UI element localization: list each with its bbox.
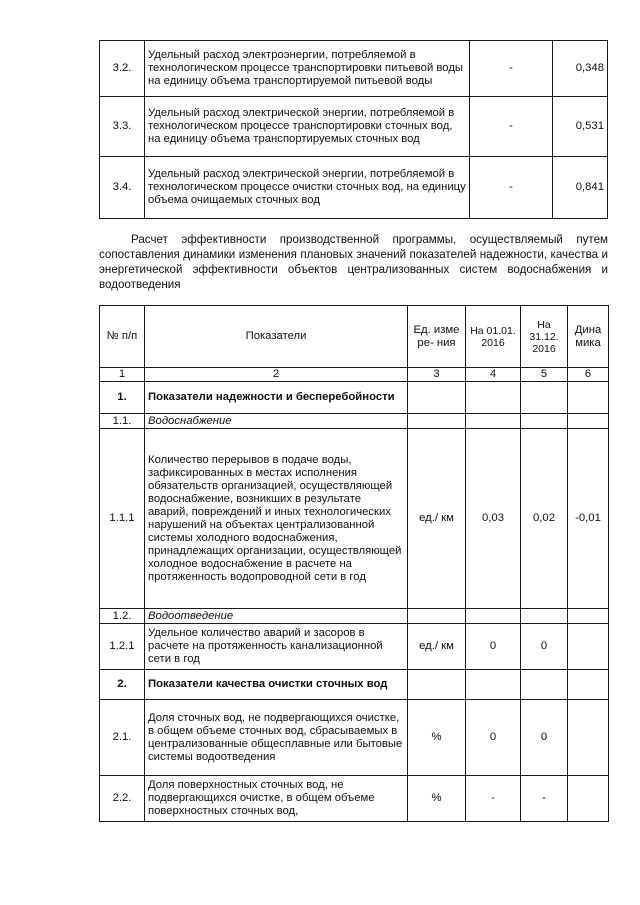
column-number: 4	[466, 368, 521, 382]
value-start	[466, 670, 521, 700]
dynamics-cell	[568, 414, 609, 429]
column-number: 1	[100, 368, 145, 382]
unit-cell: -	[470, 157, 553, 219]
unit-cell	[408, 670, 466, 700]
row-number: 3.3.	[100, 97, 145, 157]
value-start: 0	[466, 624, 521, 670]
row-number: 3.2.	[100, 41, 145, 97]
header-number: № п/п	[100, 306, 145, 368]
dynamics-cell	[568, 700, 609, 776]
table-row	[100, 776, 609, 822]
row-number: 1.2.1	[100, 624, 145, 670]
indicator-text: Количество перерывов в подаче воды, зафиксированных в местах исполнения обязательств организацией, осуществляющей водоснабжение, возникших в результате аварий, повреждений и иных технологических нарушений на объектах централизованной системы холодного водоснабжения, принадлежащих организации, осуществляющей холодное водоснабжение в расчете на протяженность водопроводной сети в год	[145, 429, 408, 609]
table-row	[100, 41, 608, 97]
value-start: 0,03	[466, 429, 521, 609]
row-number: 2.2.	[100, 776, 145, 822]
section-heading: Показатели качества очистки сточных вод	[145, 670, 408, 700]
table-row	[100, 97, 608, 157]
column-number: 5	[521, 368, 568, 382]
value-cell: 0,841	[553, 157, 608, 219]
value-cell: 0,348	[553, 41, 608, 97]
indicator-text: Удельный расход электрической энергии, потребляемой в технологическом процессе очистки сточных вод, на единицу объема очищаемых сточных вод	[145, 157, 470, 219]
value-start	[466, 382, 521, 414]
row-number: 1.	[100, 382, 145, 414]
value-cell: 0,531	[553, 97, 608, 157]
dynamics-cell	[568, 776, 609, 822]
indicator-text: Доля сточных вод, не подвергающихся очистке, в общем объеме сточных вод, сбрасываемых в централизованные общесплавные или бытовые системы водоотведения	[145, 700, 408, 776]
value-end	[521, 609, 568, 624]
column-number-row	[100, 368, 609, 382]
row-number: 1.1.1	[100, 429, 145, 609]
value-end	[521, 382, 568, 414]
unit-cell: -	[470, 97, 553, 157]
table-header-row	[100, 306, 609, 368]
unit-cell: ед./ км	[408, 624, 466, 670]
indicator-text: Удельный расход электроэнергии, потребляемой в технологическом процессе транспортировки питьевой воды на единицу объема транспортируемой питьевой воды	[145, 41, 470, 97]
row-number: 2.1.	[100, 700, 145, 776]
indicator-text: Удельный расход электрической энергии, потребляемой в технологическом процессе транспортировки сточных вод, на единицу объема транспортируемых сточных вод	[145, 97, 470, 157]
value-end: -	[521, 776, 568, 822]
unit-cell: ед./ км	[408, 429, 466, 609]
header-date-end: На 31.12. 2016	[521, 306, 568, 368]
table-row	[100, 429, 609, 609]
dynamics-cell	[568, 609, 609, 624]
header-unit: Ед. изме ре- ния	[408, 306, 466, 368]
dynamics-cell: -0,01	[568, 429, 609, 609]
column-number: 6	[568, 368, 609, 382]
indicators-table	[99, 305, 609, 822]
unit-cell	[408, 382, 466, 414]
unit-cell: -	[470, 41, 553, 97]
header-indicator: Показатели	[145, 306, 408, 368]
unit-cell	[408, 609, 466, 624]
unit-cell	[408, 414, 466, 429]
row-number: 3.4.	[100, 157, 145, 219]
value-end: 0,02	[521, 429, 568, 609]
section-heading: Показатели надежности и бесперебойности	[145, 382, 408, 414]
value-end: 0	[521, 624, 568, 670]
paragraph-text: Расчет эффективности производственной программы, осуществляемый путем сопоставления динамики изменения плановых значений показателей надежности, качества и энергетической эффективности объектов централизованных систем водоснабжения и водоотведения	[99, 233, 608, 291]
indicator-text: Доля поверхностных сточных вод, не подвергающихся очистке, в общем объеме поверхностных сточных вод,	[145, 776, 408, 822]
table-row	[100, 414, 609, 429]
value-end	[521, 414, 568, 429]
dynamics-cell	[568, 624, 609, 670]
table-row	[100, 382, 609, 414]
subsection-heading: Водоотведение	[145, 609, 408, 624]
table-row	[100, 700, 609, 776]
value-start: 0	[466, 700, 521, 776]
row-number: 1.1.	[100, 414, 145, 429]
indicator-text: Удельное количество аварий и засоров в расчете на протяженность канализационной сети в год	[145, 624, 408, 670]
unit-cell: %	[408, 776, 466, 822]
table-row	[100, 157, 608, 219]
column-number: 3	[408, 368, 466, 382]
header-date-start: На 01.01. 2016	[466, 306, 521, 368]
value-end: 0	[521, 700, 568, 776]
table-row	[100, 670, 609, 700]
efficiency-paragraph	[99, 232, 608, 292]
value-start	[466, 414, 521, 429]
unit-cell: %	[408, 700, 466, 776]
row-number: 1.2.	[100, 609, 145, 624]
column-number: 2	[145, 368, 408, 382]
value-start: -	[466, 776, 521, 822]
value-start	[466, 609, 521, 624]
value-end	[521, 670, 568, 700]
top-table	[99, 40, 608, 219]
header-dynamics: Дина мика	[568, 306, 609, 368]
subsection-heading: Водоснабжение	[145, 414, 408, 429]
table-row	[100, 624, 609, 670]
table-row	[100, 609, 609, 624]
dynamics-cell	[568, 670, 609, 700]
row-number: 2.	[100, 670, 145, 700]
dynamics-cell	[568, 382, 609, 414]
